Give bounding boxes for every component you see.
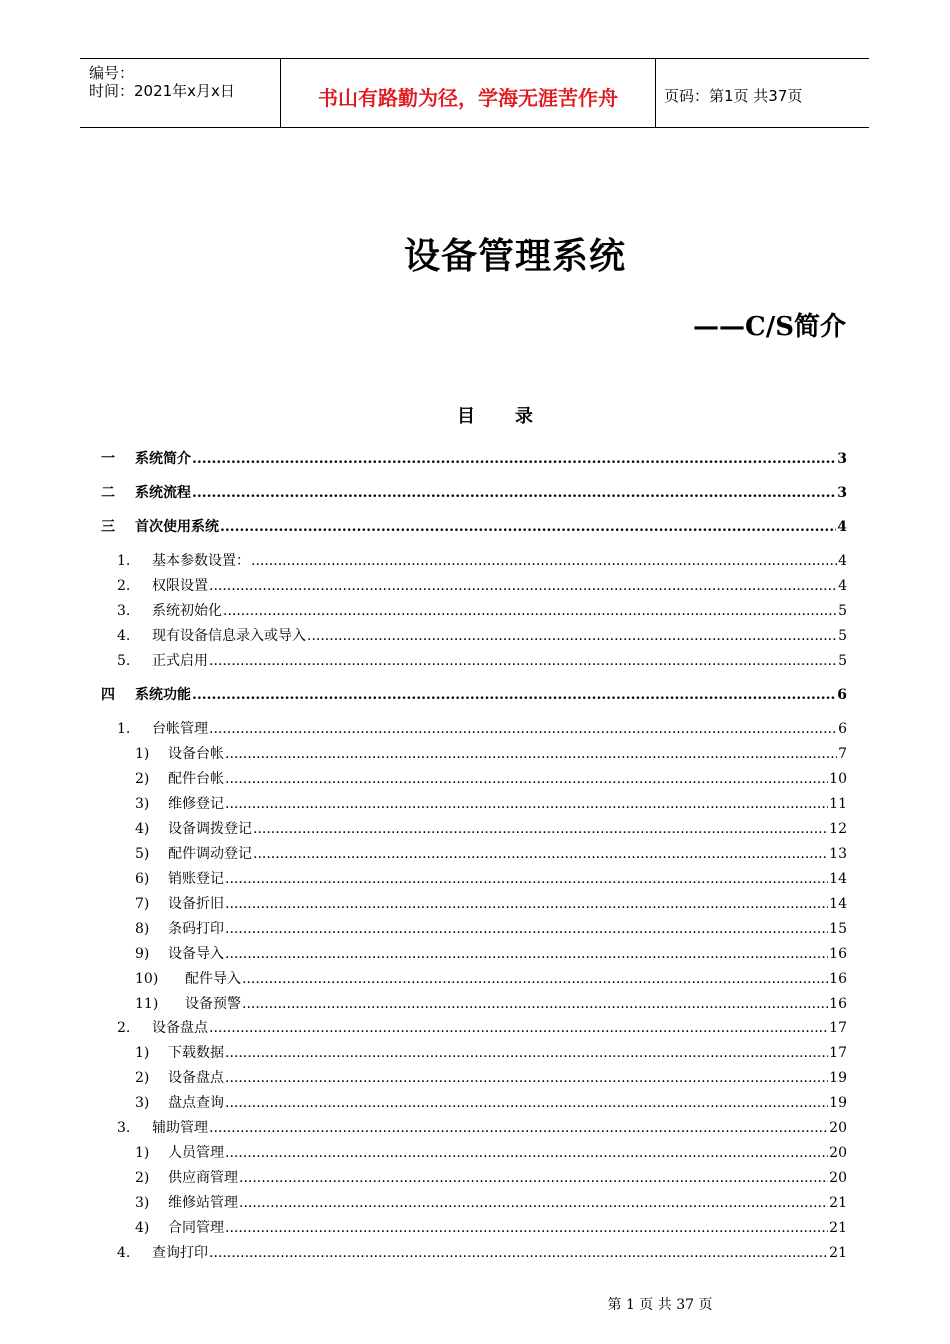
toc-entry-label: 配件台帐 bbox=[168, 771, 224, 787]
toc-entry-label: 配件调动登记 bbox=[168, 846, 252, 862]
toc-entry-number: 3. bbox=[117, 1120, 131, 1136]
toc-entry-number: 1) bbox=[135, 1145, 150, 1161]
toc-entry-page: 5 bbox=[838, 603, 847, 619]
toc-entry-page: 6 bbox=[838, 721, 847, 737]
header-table bbox=[80, 58, 869, 128]
toc-entry[interactable] bbox=[135, 1042, 847, 1062]
toc-entry-leader bbox=[242, 996, 828, 1012]
document-subtitle: ——C/S简介 bbox=[693, 312, 846, 342]
toc-entry-label: 现有设备信息录入或导入 bbox=[152, 628, 306, 644]
toc-entry-page: 21 bbox=[829, 1245, 847, 1261]
toc-entry[interactable] bbox=[117, 1017, 847, 1037]
toc-entry-label: 人员管理 bbox=[168, 1145, 224, 1161]
toc-entry-label: 查询打印 bbox=[152, 1245, 208, 1261]
toc-entry-leader bbox=[307, 628, 837, 644]
toc-entry-number: 4. bbox=[117, 628, 131, 644]
toc-entry[interactable] bbox=[135, 793, 847, 813]
toc-entry-number: 2. bbox=[117, 1020, 131, 1036]
toc-entry-leader bbox=[225, 746, 837, 762]
toc-entry-page: 10 bbox=[829, 771, 847, 787]
toc-entry-leader bbox=[209, 578, 837, 594]
toc-entry[interactable] bbox=[135, 1092, 847, 1112]
toc-entry-label: 台帐管理 bbox=[152, 721, 208, 737]
toc-entry-leader bbox=[220, 519, 836, 535]
toc-entry-number: 4. bbox=[117, 1245, 131, 1261]
toc-entry-leader bbox=[209, 1245, 828, 1261]
toc-entry[interactable] bbox=[135, 918, 847, 938]
toc-entry[interactable] bbox=[117, 718, 847, 738]
toc-entry-number: 7) bbox=[135, 896, 150, 912]
header-motto-cell bbox=[280, 59, 656, 127]
toc-entry-page: 4 bbox=[837, 519, 847, 535]
toc-entry-number: 2) bbox=[135, 771, 150, 787]
toc-entry-leader bbox=[209, 1020, 828, 1036]
toc-entry[interactable] bbox=[135, 768, 847, 788]
toc-entry-label: 首次使用系统 bbox=[135, 519, 219, 535]
toc-entry-number: 2. bbox=[117, 578, 131, 594]
toc-entry[interactable] bbox=[117, 650, 847, 670]
toc-entry-number: 3) bbox=[135, 1095, 150, 1111]
toc-entry[interactable] bbox=[135, 1192, 847, 1212]
toc-entry-number: 2) bbox=[135, 1170, 150, 1186]
toc-entry-label: 辅助管理 bbox=[152, 1120, 208, 1136]
header-page-info: 页码：第1页 共37页 bbox=[664, 87, 803, 105]
toc-entry-leader bbox=[225, 1220, 828, 1236]
toc-entry-number: 3) bbox=[135, 1195, 150, 1211]
page-footer: 第 1 页 共 37 页 bbox=[607, 1297, 713, 1313]
toc-entry-number: 一 bbox=[101, 451, 115, 467]
toc-entry-page: 21 bbox=[829, 1195, 847, 1211]
toc-entry-leader bbox=[225, 1095, 828, 1111]
toc-entry-number: 3. bbox=[117, 603, 131, 619]
toc-entry-label: 条码打印 bbox=[168, 921, 224, 937]
toc-entry-number: 1) bbox=[135, 1045, 150, 1061]
toc-entry-number: 3) bbox=[135, 796, 150, 812]
toc-entry-page: 5 bbox=[838, 653, 847, 669]
toc-entry-page: 12 bbox=[829, 821, 847, 837]
toc-entry-leader bbox=[209, 653, 837, 669]
toc-entry-leader bbox=[209, 1120, 828, 1136]
toc-entry-page: 19 bbox=[829, 1095, 847, 1111]
toc-entry-number: 二 bbox=[101, 485, 115, 501]
toc-entry[interactable] bbox=[135, 993, 847, 1013]
toc-entry[interactable] bbox=[101, 684, 847, 704]
toc-entry-number: 5) bbox=[135, 846, 150, 862]
toc-entry-page: 14 bbox=[829, 896, 847, 912]
toc-entry-label: 盘点查询 bbox=[168, 1095, 224, 1111]
toc-entry-page: 20 bbox=[829, 1170, 847, 1186]
toc-entry[interactable] bbox=[135, 968, 847, 988]
toc-entry-leader bbox=[239, 1170, 828, 1186]
toc-entry-leader bbox=[225, 1070, 828, 1086]
toc-entry-number: 10) bbox=[135, 971, 159, 987]
toc-entry[interactable] bbox=[135, 1217, 847, 1237]
toc-entry-label: 设备台帐 bbox=[168, 746, 224, 762]
toc-entry[interactable] bbox=[101, 448, 847, 468]
toc-entry-number: 1. bbox=[117, 721, 131, 737]
toc-entry-page: 7 bbox=[838, 746, 847, 762]
toc-entry-label: 设备盘点 bbox=[168, 1070, 224, 1086]
toc-entry-page: 17 bbox=[829, 1020, 847, 1036]
toc-entry-label: 配件导入 bbox=[185, 971, 241, 987]
toc-entry-page: 11 bbox=[829, 796, 847, 812]
toc-entry-leader bbox=[192, 451, 836, 467]
toc-entry-number: 三 bbox=[101, 519, 115, 535]
toc-entry-number: 2) bbox=[135, 1070, 150, 1086]
header-page-cell bbox=[655, 59, 869, 127]
toc-entry-page: 4 bbox=[838, 553, 847, 569]
toc-entry-label: 下载数据 bbox=[168, 1045, 224, 1061]
header-motto: 书山有路勤为径，学海无涯苦作舟 bbox=[318, 86, 618, 110]
toc-entry[interactable] bbox=[117, 1117, 847, 1137]
toc-entry[interactable] bbox=[117, 1242, 847, 1262]
toc-entry-label: 设备折旧 bbox=[168, 896, 224, 912]
toc-entry-leader bbox=[242, 971, 828, 987]
toc-entry-leader bbox=[225, 796, 828, 812]
toc-entry-label: 基本参数设置： bbox=[152, 553, 250, 569]
toc-entry[interactable] bbox=[117, 550, 847, 570]
toc-heading: 目录 bbox=[457, 406, 573, 427]
toc-entry-leader bbox=[225, 871, 828, 887]
toc-entry-number: 4) bbox=[135, 821, 150, 837]
toc-entry-label: 销账登记 bbox=[168, 871, 224, 887]
toc-entry-label: 设备调拨登记 bbox=[168, 821, 252, 837]
toc-entry-label: 供应商管理 bbox=[168, 1170, 238, 1186]
toc-entry-page: 16 bbox=[829, 971, 847, 987]
toc-entry[interactable] bbox=[135, 743, 847, 763]
toc-entry-label: 系统功能 bbox=[135, 687, 191, 703]
toc-entry-page: 17 bbox=[829, 1045, 847, 1061]
toc-entry-page: 13 bbox=[829, 846, 847, 862]
toc-entry-page: 21 bbox=[829, 1220, 847, 1236]
toc-entry[interactable] bbox=[135, 943, 847, 963]
toc-entry[interactable] bbox=[135, 868, 847, 888]
toc-entry-label: 系统流程 bbox=[135, 485, 191, 501]
toc-entry-label: 正式启用 bbox=[152, 653, 208, 669]
toc-entry-leader bbox=[209, 721, 837, 737]
toc-entry-label: 系统简介 bbox=[135, 451, 191, 467]
toc-entry-page: 16 bbox=[829, 946, 847, 962]
toc-entry[interactable] bbox=[101, 516, 847, 536]
toc-entry[interactable] bbox=[135, 1142, 847, 1162]
toc-entry-page: 16 bbox=[829, 996, 847, 1012]
toc-entry-leader bbox=[239, 1195, 828, 1211]
toc-entry-number: 四 bbox=[101, 687, 115, 703]
toc-entry-leader bbox=[225, 921, 828, 937]
toc-entry-leader bbox=[192, 687, 836, 703]
toc-entry-leader bbox=[251, 553, 837, 569]
toc-entry-number: 8) bbox=[135, 921, 150, 937]
toc-entry-number: 4) bbox=[135, 1220, 150, 1236]
toc-entry[interactable] bbox=[135, 1067, 847, 1087]
toc-entry-number: 5. bbox=[117, 653, 131, 669]
toc-entry-number: 1) bbox=[135, 746, 150, 762]
toc-entry-leader bbox=[223, 603, 837, 619]
toc-entry-leader bbox=[225, 771, 828, 787]
toc-entry-page: 3 bbox=[837, 485, 847, 501]
toc-entry[interactable] bbox=[135, 893, 847, 913]
toc-entry[interactable] bbox=[135, 818, 847, 838]
toc-entry-number: 11) bbox=[135, 996, 159, 1012]
toc-entry-leader bbox=[225, 896, 828, 912]
toc-entry[interactable] bbox=[117, 575, 847, 595]
header-info-cell bbox=[80, 59, 280, 127]
toc-entry[interactable] bbox=[101, 482, 847, 502]
toc-entry-number: 9) bbox=[135, 946, 150, 962]
toc-entry-label: 权限设置 bbox=[152, 578, 208, 594]
toc-entry-leader bbox=[192, 485, 836, 501]
document-title: 设备管理系统 bbox=[403, 236, 626, 277]
toc-entry-leader bbox=[225, 1145, 828, 1161]
toc-entry-page: 5 bbox=[838, 628, 847, 644]
toc-entry-label: 维修站管理 bbox=[168, 1195, 238, 1211]
toc-entry-page: 4 bbox=[838, 578, 847, 594]
toc-entry-label: 设备导入 bbox=[168, 946, 224, 962]
toc-entry-label: 设备预警 bbox=[185, 996, 241, 1012]
toc-entry-number: 6) bbox=[135, 871, 150, 887]
toc-entry[interactable] bbox=[117, 625, 847, 645]
toc-entry-label: 合同管理 bbox=[168, 1220, 224, 1236]
toc-entry-page: 6 bbox=[837, 687, 847, 703]
document-time-label: 时间：2021年x月x日 bbox=[89, 82, 235, 100]
toc-entry-leader bbox=[225, 1045, 828, 1061]
toc-entry-number: 1. bbox=[117, 553, 131, 569]
toc-entry-page: 14 bbox=[829, 871, 847, 887]
toc-entry-leader bbox=[225, 946, 828, 962]
toc-entry-page: 15 bbox=[829, 921, 847, 937]
toc-entry-page: 19 bbox=[829, 1070, 847, 1086]
toc-entry-label: 维修登记 bbox=[168, 796, 224, 812]
toc-entry-page: 20 bbox=[829, 1145, 847, 1161]
toc-entry[interactable] bbox=[117, 600, 847, 620]
toc-entry[interactable] bbox=[135, 1167, 847, 1187]
toc-entry-page: 20 bbox=[829, 1120, 847, 1136]
toc-entry-label: 设备盘点 bbox=[152, 1020, 208, 1036]
toc-entry-page: 3 bbox=[837, 451, 847, 467]
document-number-label: 编号： bbox=[89, 64, 135, 82]
toc-entry-label: 系统初始化 bbox=[152, 603, 222, 619]
toc-entry-leader bbox=[253, 821, 828, 837]
toc-entry[interactable] bbox=[135, 843, 847, 863]
toc-entry-leader bbox=[253, 846, 828, 862]
